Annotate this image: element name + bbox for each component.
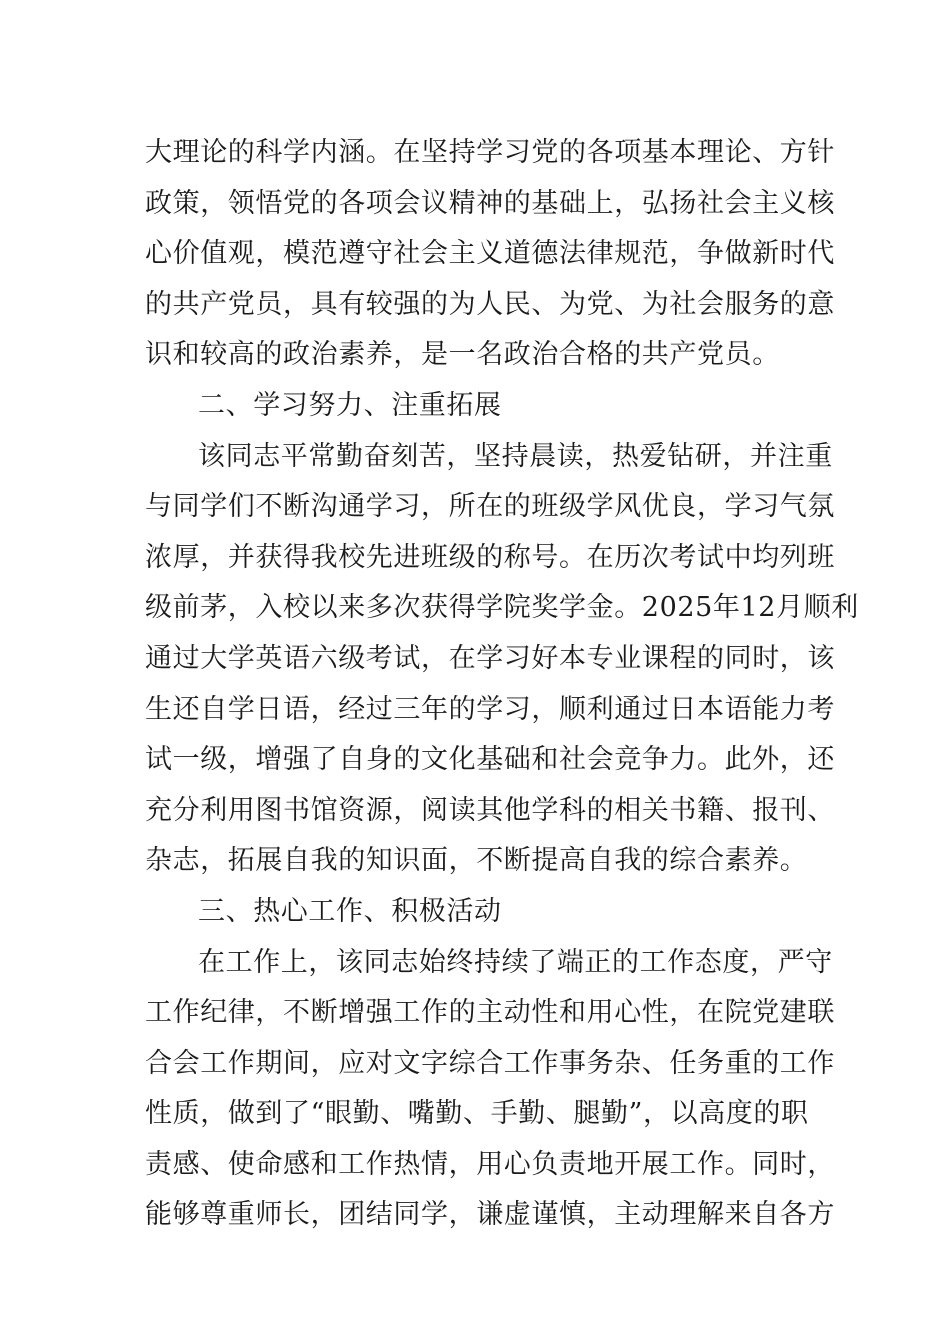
text-line: 浓厚，并获得我校先进班级的称号。在历次考试中均列班 bbox=[145, 541, 835, 573]
document-body bbox=[145, 128, 859, 1241]
text-line: 政策，领悟党的各项会议精神的基础上，弘扬社会主义核 bbox=[145, 187, 835, 219]
text-line: 与同学们不断沟通学习，所在的班级学风优良，学习气氛 bbox=[145, 491, 835, 523]
text-line: 杂志，拓展自我的知识面，不断提高自我的综合素养。 bbox=[145, 845, 808, 877]
text-line: 通过大学英语六级考试，在学习好本专业课程的同时，该 bbox=[145, 642, 835, 674]
text-line: 大理论的科学内涵。在坚持学习党的各项基本理论、方针 bbox=[145, 137, 835, 168]
text-line: 能够尊重师长，团结同学，谦虚谨慎，主动理解来自各方 bbox=[145, 1199, 835, 1231]
text-line: 性质，做到了“眼勤、嘴勤、手勤、腿勤”，以高度的职 bbox=[145, 1098, 809, 1130]
text-line: 级前茅，入校以来多次获得学院奖学金。2025年12月顺利 bbox=[145, 592, 859, 624]
paragraph-first-line: 该同志平常勤奋刻苦，坚持晨读，热爱钻研，并注重 bbox=[198, 440, 833, 472]
text-line: 工作纪律，不断增强工作的主动性和用心性，在院党建联 bbox=[145, 997, 835, 1029]
text-line: 生还自学日语，经过三年的学习，顺利通过日本语能力考 bbox=[145, 693, 835, 725]
text-line: 责感、使命感和工作热情，用心负责地开展工作。同时， bbox=[145, 1148, 835, 1180]
text-line: 试一级，增强了自身的文化基础和社会竞争力。此外，还 bbox=[145, 744, 835, 776]
text-line: 充分利用图书馆资源，阅读其他学科的相关书籍、报刊、 bbox=[145, 794, 835, 826]
text-line: 的共产党员，具有较强的为人民、为党、为社会服务的意 bbox=[145, 288, 835, 320]
section-heading: 二、学习努力、注重拓展 bbox=[198, 389, 502, 421]
section-heading: 三、热心工作、积极活动 bbox=[198, 895, 502, 927]
text-line: 合会工作期间，应对文字综合工作事务杂、任务重的工作 bbox=[145, 1047, 835, 1079]
text-line: 心价值观，模范遵守社会主义道德法律规范，争做新时代 bbox=[145, 238, 835, 270]
text-line: 识和较高的政治素养，是一名政治合格的共产党员。 bbox=[145, 339, 780, 371]
paragraph-first-line: 在工作上，该同志始终持续了端正的工作态度，严守 bbox=[198, 946, 833, 978]
